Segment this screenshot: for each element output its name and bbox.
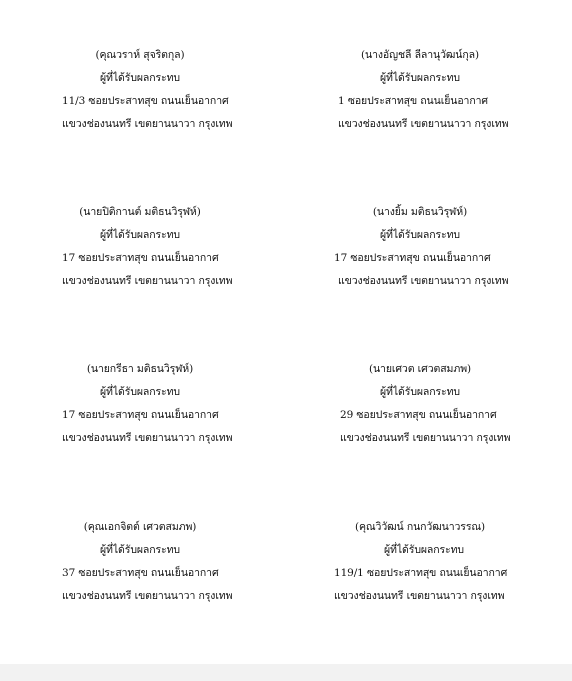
recipient-name: (คุณวิวัฒน์ กนกวัฒนาวรรณ) [354,521,485,533]
address-line-2: แขวงช่องนนทรี เขตยานนาวา กรุงเทพ [62,590,233,602]
address-line-2: แขวงช่องนนทรี เขตยานนาวา กรุงเทพ [338,275,509,287]
address-line-1: 119/1 ซอยประสาทสุข ถนนเย็นอากาศ [334,567,508,579]
recipient-name: (นายกรีธา มติธนวิรุฬห์) [86,363,194,375]
recipient-role: ผู้ที่ได้รับผลกระทบ [100,229,180,241]
recipient-role: ผู้ที่ได้รับผลกระทบ [380,229,460,241]
recipient-name: (นางอัญชลี ลีลานุวัฒน์กุล) [361,49,479,61]
address-label-5 [20,358,260,450]
address-line-1: 17 ซอยประสาทสุข ถนนเย็นอากาศ [62,252,219,264]
address-label-7 [20,516,260,608]
address-line-2: แขวงช่องนนทรี เขตยานนาวา กรุงเทพ [338,118,509,130]
address-line-1: 1 ซอยประสาทสุข ถนนเย็นอากาศ [338,95,488,107]
address-line-1: 37 ซอยประสาทสุข ถนนเย็นอากาศ [62,567,219,579]
address-label-2 [300,44,540,136]
address-label-1 [20,44,260,136]
address-label-3 [20,201,260,293]
recipient-role: ผู้ที่ได้รับผลกระทบ [380,72,460,84]
address-line-1: 29 ซอยประสาทสุข ถนนเย็นอากาศ [340,409,497,421]
address-line-1: 11/3 ซอยประสาทสุข ถนนเย็นอากาศ [62,95,229,107]
address-line-2: แขวงช่องนนทรี เขตยานนาวา กรุงเทพ [334,590,505,602]
address-line-2: แขวงช่องนนทรี เขตยานนาวา กรุงเทพ [62,275,233,287]
recipient-name: (นายเศวต เศวตสมภพ) [368,363,472,375]
address-line-2: แขวงช่องนนทรี เขตยานนาวา กรุงเทพ [62,432,233,444]
recipient-role: ผู้ที่ได้รับผลกระทบ [380,386,460,398]
address-line-2: แขวงช่องนนทรี เขตยานนาวา กรุงเทพ [340,432,511,444]
address-label-4 [300,201,540,293]
recipient-role: ผู้ที่ได้รับผลกระทบ [100,544,180,556]
recipient-name: (คุณวราห์ สุจริตกุล) [95,49,185,61]
address-line-2: แขวงช่องนนทรี เขตยานนาวา กรุงเทพ [62,118,233,130]
address-line-1: 17 ซอยประสาทสุข ถนนเย็นอากาศ [62,409,219,421]
recipient-name: (นายปิติกานต์ มติธนวิรุฬห์) [79,206,201,218]
recipient-name: (คุณเอกจิตต์ เศวตสมภพ) [83,521,197,533]
recipient-role: ผู้ที่ได้รับผลกระทบ [100,72,180,84]
address-line-1: 17 ซอยประสาทสุข ถนนเย็นอากาศ [334,252,491,264]
address-label-6 [300,358,540,450]
address-label-8 [300,516,540,608]
recipient-role: ผู้ที่ได้รับผลกระทบ [384,544,464,556]
recipient-name: (นางยิ้ม มติธนวิรุฬห์) [372,206,468,218]
recipient-role: ผู้ที่ได้รับผลกระทบ [100,386,180,398]
